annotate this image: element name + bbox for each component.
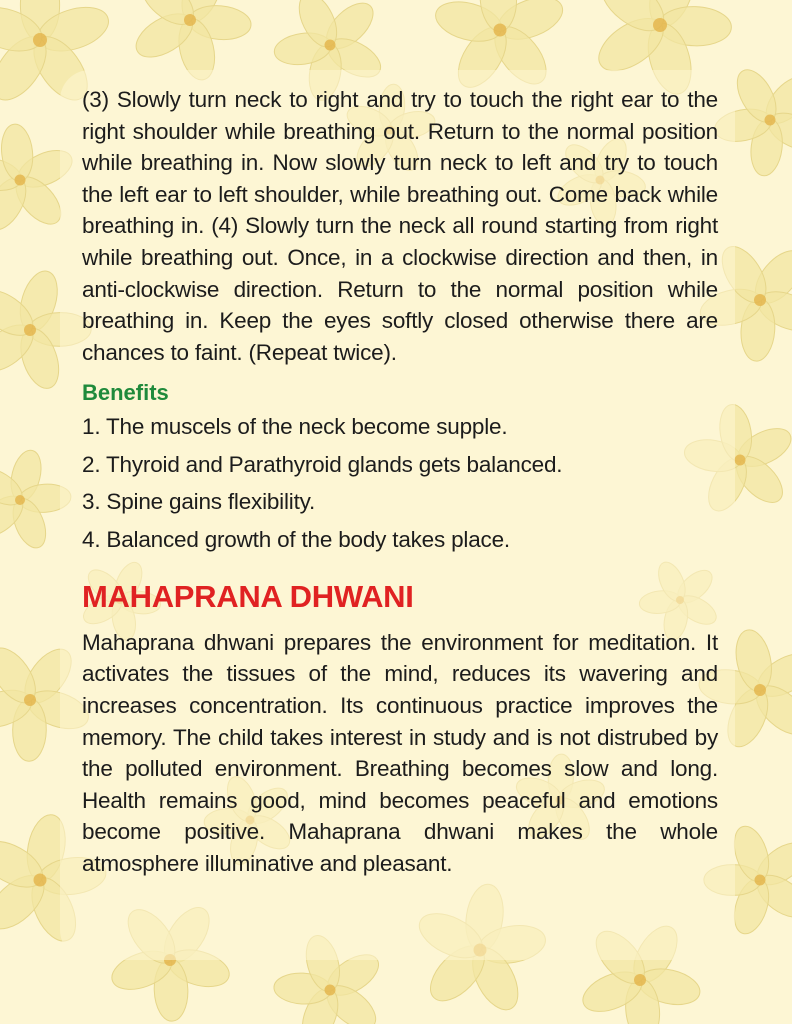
benefit-item: 3. Spine gains flexibility. (82, 489, 316, 515)
benefit-item: 2. Thyroid and Parathyroid glands gets balanced. (82, 451, 563, 477)
benefits-heading: Benefits (82, 380, 169, 406)
section-title: MAHAPRANA DHWANI (82, 578, 414, 614)
benefit-item: 1. The muscels of the neck become supple. (82, 414, 508, 440)
instructions-paragraph: (3) Slowly turn neck to right and try to touch the right ear to the right shoulder while breathing out. Return to the normal position while breathing in. Now slowly turn neck to left and try to touch the left ear to left shoulder, while breathing out. Come back while breathing in. (4) Slowly turn the neck all round starting from right while breathing out. Once, in a clockwise direction and then, in anti-clockwise direction. Return to the normal position while breathing in. Keep the eyes softly closed otherwise there are chances to faint. (Repeat twice). (82, 87, 718, 365)
benefits-list (82, 414, 718, 553)
benefit-item: 4. Balanced growth of the body takes place. (82, 526, 510, 552)
page-content (82, 84, 718, 880)
section-body: Mahaprana dhwani prepares the environment for meditation. It activates the tissues of the mind, reduces its wavering and increases concentration. Its continuous practice improves the memory. The child takes interest in study and is not distrubed by the polluted environment. Breathing becomes slow and long. Health remains good, mind becomes peaceful and emotions become positive. Mahaprana dhwani makes the whole atmosphere illuminative and pleasant. (82, 629, 718, 876)
